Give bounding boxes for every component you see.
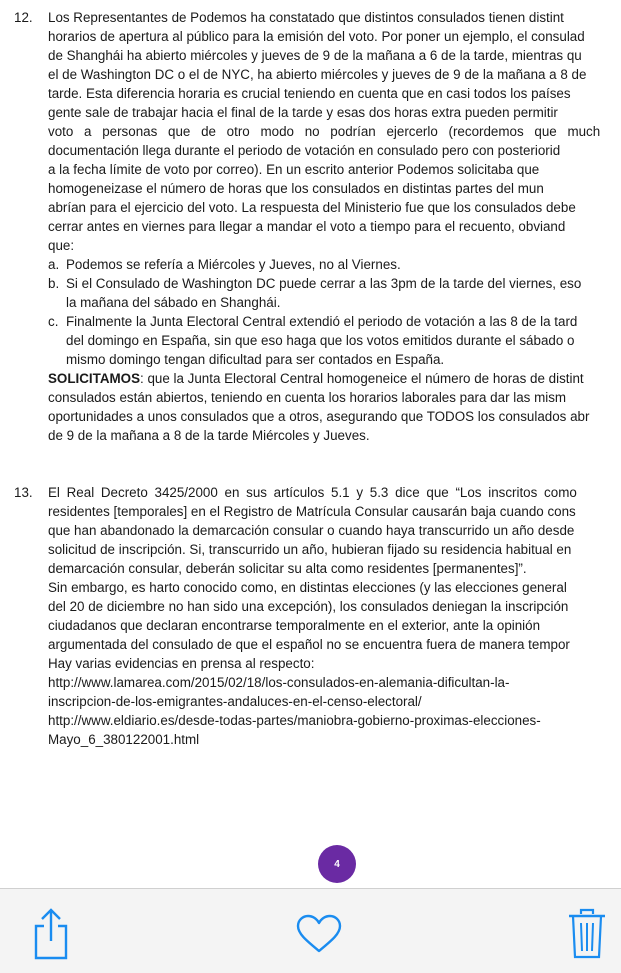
- item-12-line: cerrar antes en viernes para llegar a mandar el voto a tiempo para el recuento, obviand: [48, 219, 566, 234]
- sub-item-c: c. Finalmente la Junta Electoral Central extendió el periodo de votación a las 8 de la tard: [48, 314, 578, 329]
- sub-item-c-line: mismo domingo tengan dificultad para ser contados en España.: [66, 352, 445, 367]
- solicitamos-line: de 9 de la mañana a 8 de la tarde Miércoles y Jueves.: [48, 428, 370, 443]
- like-button[interactable]: [292, 907, 346, 961]
- item-12-line: horarios de apertura al público para la emisión del voto. Por poner un ejemplo, el consulad: [48, 29, 585, 44]
- item-12-line: gente sale de trabajar hacia el final de la tarde y esas dos horas extra pueden permitir: [48, 105, 558, 120]
- item-13-line: del 20 de diciembre no han sido una excepción), los consulados deniegan la inscripción: [48, 599, 569, 614]
- link-lamarea[interactable]: http://www.lamarea.com/2015/02/18/los-consulados-en-alemania-dificultan-la-: [48, 675, 510, 690]
- list-item-12: [14, 8, 621, 445]
- item-number: 13.: [14, 485, 33, 500]
- link-eldiario-cont[interactable]: Mayo_6_380122001.html: [48, 732, 200, 747]
- item-12-line: documentación llega durante el periodo de votación en consulado pero con posteriorid: [48, 143, 561, 158]
- heart-icon: [295, 914, 343, 954]
- item-12-line: voto a personas que de otro modo no podrían ejercerlo (recordemos que much: [48, 124, 601, 139]
- sub-item-letter: b.: [48, 276, 60, 291]
- item-12-line: de Shanghái ha abierto miércoles y jueves de 9 de la mañana a 6 de la tarde, mientras qu: [48, 48, 582, 63]
- solicitamos-label: SOLICITAMOS: [48, 371, 140, 386]
- document-text: [14, 8, 621, 749]
- sub-item-c-line: del domingo en España, sin que eso haga que los votos emitidos durante el sábado o: [66, 333, 575, 348]
- item-12-line: el de Washington DC o el de NYC, ha abierto miércoles y jueves de 9 de la mañana a 8 de: [48, 67, 587, 82]
- item-13-line: solicitud de inscripción. Si, transcurrido un año, hubieran fijado su residencia habitual en: [48, 542, 572, 557]
- list-item-13: [14, 483, 621, 749]
- solicitamos-line: oportunidades a unos consulados que a otros, asegurando que TODOS los consulados abr: [48, 409, 590, 424]
- item-13-line: Sin embargo, es harto conocido como, en distintas elecciones (y las elecciones general: [48, 580, 567, 595]
- delete-button[interactable]: [560, 907, 614, 961]
- bottom-toolbar: [0, 889, 621, 973]
- solicitamos-line: SOLICITAMOS: que la Junta Electoral Central homogeneice el número de horas de distint: [48, 371, 584, 386]
- sub-item-letter: a.: [48, 257, 60, 272]
- page-number-badge: 4: [318, 845, 356, 883]
- link-lamarea-cont[interactable]: inscripcion-de-los-emigrantes-andaluces-en-el-censo-electoral/: [48, 694, 422, 709]
- item-13-line: demarcación consular, deberán solicitar su alta como residentes [permanentes]”.: [48, 561, 527, 576]
- item-13-line: ciudadanos que declaran encontrarse temporalmente en el exterior, ante la opinión: [48, 618, 541, 633]
- item-12-line: homogeneizase el número de horas que los consulados en distintas partes del mun: [48, 181, 544, 196]
- item-number: 12.: [14, 10, 33, 25]
- item-13-line: que han abandonado la demarcación consular o cuando haya transcurrido un año desde: [48, 523, 575, 538]
- item-13-line: 13. El Real Decreto 3425/2000 en sus artículos 5.1 y 5.3 dice que “Los inscritos como: [14, 485, 577, 500]
- item-12-line: a la fecha límite de voto por correo). En un escrito anterior Podemos solicitaba que: [48, 162, 540, 177]
- sub-item-a: a. Podemos se refería a Miércoles y Jueves, no al Viernes.: [48, 257, 401, 272]
- item-12-line: abrían para el ejercicio del voto. La respuesta del Ministerio fue que los consulados debe: [48, 200, 576, 215]
- item-13-line: Hay varias evidencias en prensa al respecto:: [48, 656, 315, 671]
- solicitamos-line: consulados están abiertos, teniendo en cuenta los horarios laborales para dar las mism: [48, 390, 567, 405]
- share-button[interactable]: [24, 907, 78, 961]
- sub-item-letter: c.: [48, 314, 59, 329]
- share-icon: [31, 908, 71, 960]
- trash-icon: [567, 908, 607, 960]
- item-12-line: 12. Los Representantes de Podemos ha constatado que distintos consulados tienen distint: [14, 10, 564, 25]
- sub-item-b: b. Si el Consulado de Washington DC puede cerrar a las 3pm de la tarde del viernes, eso: [48, 276, 582, 291]
- item-13-line: argumentada del consulado de que el español no se encuentra fuera de manera tempor: [48, 637, 570, 652]
- link-eldiario[interactable]: http://www.eldiario.es/desde-todas-partes/maniobra-gobierno-proximas-elecciones-: [48, 713, 541, 728]
- item-12-line: que:: [48, 238, 75, 253]
- item-12-line: tarde. Esta diferencia horaria es crucial teniendo en cuenta que en casi todos los países: [48, 86, 571, 101]
- item-13-line: residentes [temporales] en el Registro de Matrícula Consular causarán baja cuando cons: [48, 504, 576, 519]
- sub-item-b-line: la mañana del sábado en Shanghái.: [66, 295, 281, 310]
